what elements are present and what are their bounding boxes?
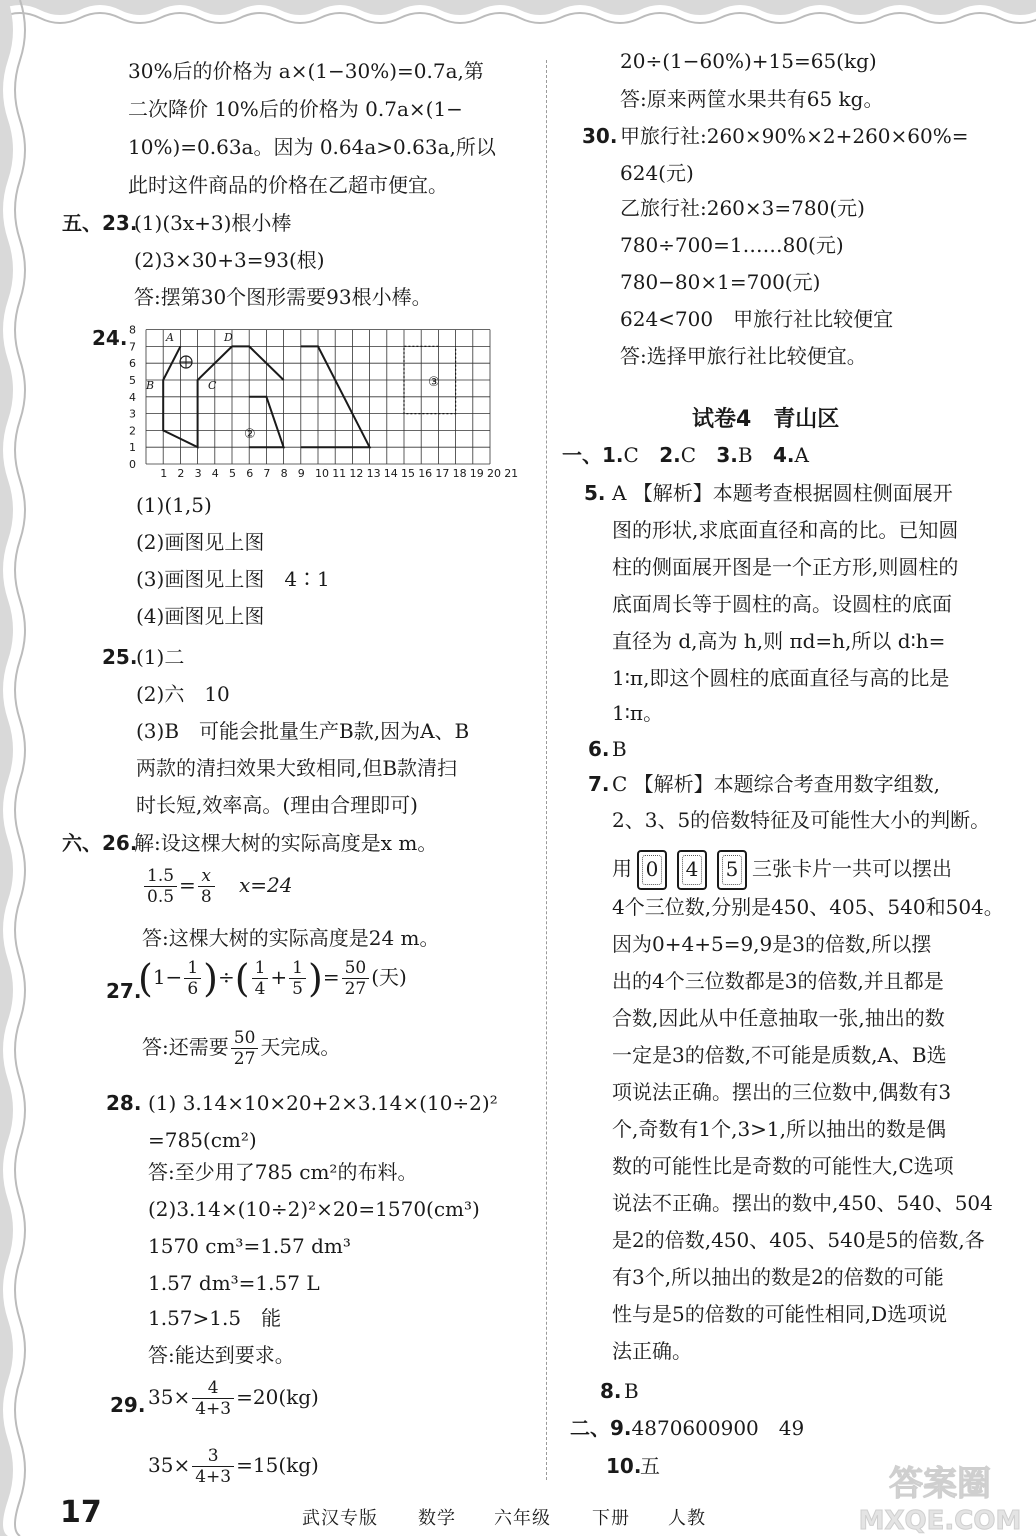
q7-line-14: 有3个,所以抽出的数是2的倍数的可能	[612, 1265, 944, 1289]
q7-line-11: 数的可能性比是奇数的可能性大,C选项	[612, 1154, 954, 1178]
q25-part3-b: 两款的清扫效果大致相同,但B款清扫	[136, 756, 458, 780]
point-label-b: B	[146, 379, 155, 392]
q30-line-5: 780−80×1=700(元)	[620, 270, 821, 294]
q25-part1: (1)二	[136, 645, 185, 669]
q25-part3-a: (3)B 可能会批量生产B款,因为A、B	[136, 719, 470, 743]
watermark-logo	[848, 1455, 1028, 1535]
q26-answer: 答:这棵大树的实际高度是24 m。	[142, 926, 440, 950]
watermark-top: 答案圈	[889, 1464, 991, 1504]
q7-line-16: 法正确。	[612, 1339, 692, 1363]
q26-solution: x=24	[239, 873, 293, 897]
point-label-d: D	[224, 331, 233, 344]
q7-line-1: C 【解析】本题综合考查用数字组数,	[612, 772, 941, 796]
page-number: 17	[60, 1495, 102, 1530]
left-line-3: 10%)=0.63a。因为 0.64a>0.63a,所以	[128, 135, 496, 159]
q26-fraction-1: $\frac{1.5}{0.5}$	[144, 866, 177, 907]
q10-label: 10.	[606, 1454, 642, 1478]
left-line-1: 30%后的价格为 a×(1−30%)=0.7a,第	[128, 59, 484, 83]
x-tick-label: 13	[366, 467, 381, 480]
q5-line-2: 图的形状,求底面直径和高的比。已知圆	[612, 518, 959, 542]
q30-line-2: 624(元)	[620, 161, 694, 185]
q28-answer: 答:能达到要求。	[148, 1343, 295, 1367]
q24-part1: (1)(1,5)	[136, 493, 212, 517]
q8-label: 8.	[600, 1379, 622, 1403]
x-tick-label: 16	[418, 467, 433, 480]
footer-subject: 数学	[418, 1508, 456, 1529]
q25-label: 25.	[102, 645, 138, 669]
q6-answer: B	[612, 737, 627, 761]
q8-answer: B	[624, 1379, 639, 1403]
q30-line-6: 624<700 甲旅行社比较便宜	[620, 307, 894, 331]
q27-expression: (1− $\frac{1}{6}$ )÷( $\frac{1}{4}$ + $\frac{1}{5}$ )= $\frac{50}{27}$ (天)	[138, 956, 407, 1001]
q25-part3-c: 时长短,效率高。(理由合理即可)	[136, 793, 418, 817]
q27-label: 27.	[106, 979, 142, 1003]
q30-label: 30.	[582, 124, 618, 148]
x-tick-label: 1	[160, 467, 168, 480]
q29-line-2: 35× $\frac{3}{4+3}$ =15(kg)	[148, 1446, 319, 1487]
q7-line-7: 合数,因此从中任意抽取一张,抽出的数	[612, 1006, 945, 1030]
wavy-left-border	[0, 0, 50, 1536]
section-title: 试卷4 青山区	[692, 407, 840, 432]
y-tick-label: 1	[129, 441, 136, 455]
q7-line-2: 2、3、5的倍数特征及可能性大小的判断。	[612, 808, 991, 832]
x-tick-label: 18	[452, 467, 467, 480]
q26-fraction-2: $\frac{x}{8}$	[198, 866, 215, 907]
x-tick-label: 5	[229, 467, 236, 480]
y-tick-label: 3	[129, 407, 136, 421]
digit-card-0: 0	[637, 850, 667, 890]
wavy-top-border	[0, 0, 1036, 50]
q24-part3: (3)画图见上图 4∶1	[136, 567, 330, 591]
x-tick-label: 8	[280, 467, 288, 480]
q7-line-5: 因为0+4+5=9,9是3的倍数,所以摆	[612, 932, 932, 956]
x-tick-label: 3	[194, 467, 202, 480]
q5-line-5: 直径为 d,高为 h,则 πd=h,所以 d∶h=	[612, 629, 946, 653]
section1-row: 一、1.C 2.C 3.B 4.A	[562, 443, 809, 467]
y-tick-label: 0	[129, 458, 136, 471]
q23-part2: (2)3×30+3=93(根)	[134, 248, 325, 272]
x-tick-label: 17	[435, 467, 450, 480]
q28-label: 28.	[106, 1091, 142, 1115]
q5-line-3: 柱的侧面展开图是一个正方形,则圆柱的	[612, 555, 959, 579]
q7-line-15: 性与是5的倍数的可能性相同,D选项说	[612, 1302, 948, 1326]
footer-edition: 武汉专版	[302, 1508, 378, 1529]
q23-label: 五、23.	[62, 211, 138, 235]
q7-line-6: 出的4个三位数都是3的倍数,并且都是	[612, 969, 944, 993]
q30-line-1: 甲旅行社:260×90%×2+260×60%=	[620, 124, 969, 148]
q30-line-3: 乙旅行社:260×3=780(元)	[620, 196, 865, 220]
q10-answer: 五	[640, 1454, 660, 1478]
footer-publisher: 人教	[668, 1508, 706, 1529]
q5-line-4: 底面周长等于圆柱的高。设圆柱的底面	[612, 592, 952, 616]
point-label-c: C	[208, 379, 217, 392]
q7-line-3: 用 0 4 5 三张卡片一共可以摆出	[612, 850, 952, 890]
q28-line-1: (1) 3.14×10×20+2×3.14×(10÷2)²	[148, 1091, 498, 1115]
q26-label: 六、26.	[62, 831, 138, 855]
left-line-4: 此时这件商品的价格在乙超市便宜。	[128, 173, 448, 197]
x-tick-label: 14	[383, 467, 398, 480]
x-tick-label: 21	[504, 467, 519, 480]
q28-line-4: (2)3.14×(10÷2)²×20=1570(cm³)	[148, 1197, 480, 1221]
y-tick-label: 4	[129, 390, 136, 404]
q26-setup: 解:设这棵大树的实际高度是x m。	[134, 831, 438, 855]
x-tick-label: 19	[469, 467, 484, 480]
q7-line-10: 个,奇数有1个,3>1,所以抽出的数是偶	[612, 1117, 947, 1141]
q5-line-1: A 【解析】本题考查根据圆柱侧面展开	[612, 481, 953, 505]
point-label-a: A	[166, 331, 174, 344]
footer-term: 下册	[592, 1508, 630, 1529]
left-line-2: 二次降价 10%后的价格为 0.7a×(1−	[128, 97, 463, 121]
digit-card-4: 4	[677, 850, 707, 890]
q7-line-4: 4个三位数,分别是450、405、540和504。	[612, 895, 1004, 919]
watermark-bottom: MXQE.COM	[858, 1506, 1022, 1536]
column-divider	[546, 60, 547, 1480]
q7-line-12: 说法不正确。摆出的数中,450、540、504	[612, 1191, 993, 1215]
y-tick-label: 8	[129, 323, 136, 337]
q24-label: 24.	[92, 326, 128, 350]
y-tick-label: 7	[129, 340, 136, 354]
q7-label: 7.	[588, 772, 610, 796]
q7-line-9: 项说法正确。摆出的三位数中,偶数有3	[612, 1080, 952, 1104]
x-tick-label: 12	[349, 467, 364, 480]
x-tick-label: 15	[401, 467, 415, 480]
q24-part2: (2)画图见上图	[136, 530, 265, 554]
q9-row: 二、9.4870600900 49	[570, 1416, 805, 1440]
x-tick-label: 6	[246, 467, 254, 480]
q27-answer: 答:还需要 $\frac{50}{27}$ 天完成。	[142, 1028, 341, 1069]
right-line-2: 答:原来两筐水果共有65 kg。	[620, 87, 884, 111]
right-line-1: 20÷(1−60%)+15=65(kg)	[620, 49, 877, 73]
y-tick-label: 6	[129, 357, 136, 371]
x-tick-label: 9	[297, 467, 305, 480]
q28-line-5: 1570 cm³=1.57 dm³	[148, 1234, 351, 1258]
q28-line-7: 1.57>1.5 能	[148, 1306, 282, 1330]
shape-label-2: ②	[244, 427, 256, 442]
q5-line-6: 1∶π,即这个圆柱的底面直径与高的比是	[612, 666, 950, 690]
shape-label-3: ③	[428, 375, 440, 390]
q24-part4: (4)画图见上图	[136, 604, 265, 628]
q5-label: 5.	[584, 481, 606, 505]
q23-part1: (1)(3x+3)根小棒	[134, 211, 292, 235]
q28-line-6: 1.57 dm³=1.57 L	[148, 1271, 320, 1295]
coordinate-grid	[126, 322, 519, 480]
y-tick-label: 2	[129, 424, 136, 438]
q5-line-7: 1∶π。	[612, 701, 664, 725]
q29-line-1: 35× $\frac{4}{4+3}$ =20(kg)	[148, 1378, 319, 1419]
x-tick-label: 4	[211, 467, 219, 480]
x-tick-label: 20	[487, 467, 501, 480]
x-tick-label: 7	[263, 467, 271, 480]
q29-label: 29.	[110, 1393, 146, 1417]
q23-answer: 答:摆第30个图形需要93根小棒。	[134, 285, 432, 309]
y-tick-label: 5	[129, 374, 136, 387]
q26-equation: $\frac{1.5}{0.5}$ = $\frac{x}{8}$ x=24	[142, 866, 293, 907]
q6-label: 6.	[588, 737, 610, 761]
q7-line-8: 一定是3的倍数,不可能是质数,A、B选	[612, 1043, 947, 1067]
q30-answer: 答:选择甲旅行社比较便宜。	[620, 344, 867, 368]
x-tick-label: 10	[315, 467, 329, 480]
x-tick-label: 11	[332, 467, 347, 480]
x-tick-label: 2	[177, 467, 185, 480]
q7-line-13: 是2的倍数,450、405、540是5的倍数,各	[612, 1228, 985, 1252]
footer-grade: 六年级	[494, 1508, 551, 1529]
q30-line-4: 780÷700=1……80(元)	[620, 233, 844, 257]
q25-part2: (2)六 10	[136, 682, 230, 706]
q28-line-2: =785(cm²)	[148, 1128, 257, 1152]
q28-line-3: 答:至少用了785 cm²的布料。	[148, 1160, 418, 1184]
digit-card-5: 5	[717, 850, 747, 890]
